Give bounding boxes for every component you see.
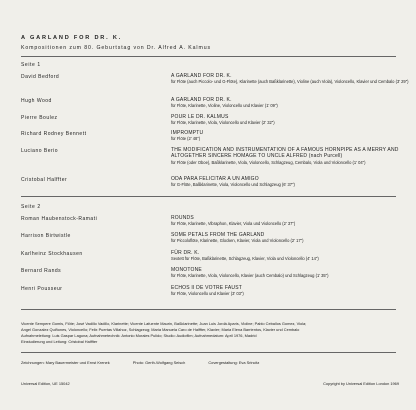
work-title: ODA PARA FELICITAR A UN AMIGO: [171, 176, 259, 182]
performer-credits: [21, 321, 399, 345]
work-entry: [171, 176, 403, 188]
work-entry: [171, 130, 403, 142]
work-title: FÜR DR. K.: [171, 250, 200, 256]
work-entry: [171, 73, 409, 85]
work-instrumentation: für Flöte, Violoncello und Klavier (3' 03"): [171, 291, 244, 297]
work-title: POUR LE DR. KALMUS: [171, 114, 229, 120]
work-instrumentation: für Flöte, Klarinette, Viola, Violoncello und Klavier (2' 32"): [171, 120, 275, 126]
album-subtitle: Kompositionen zum 80. Geburtstag von Dr. Alfred A. Kalmus: [21, 45, 211, 51]
composer-name: Henri Pousseur: [21, 286, 63, 292]
credit-line: Vicente Sempere Gomis, Flöte; José Vadillo Vadillo, Klarinette; Vicente Lafuente Maurin, Baßklarinette; Juan Luis Jordá Aparis, Violine; Pablo Ceballos Gomez, Viola;: [21, 321, 307, 326]
album-title: A GARLAND FOR DR. K.: [21, 35, 123, 41]
work-entry: [171, 114, 403, 126]
composer-name: Pierre Boulez: [21, 115, 58, 121]
work-instrumentation: für Flöte (2' 48"): [171, 136, 201, 142]
copyright-notice: Copyright by Universal Edition London 1969: [323, 381, 399, 386]
work-title: IMPROMPTU: [171, 130, 204, 136]
cover-design-credit: Covergestaltung: Eva Srincitz: [208, 360, 260, 365]
side-2-label: Seite 2: [21, 204, 41, 210]
work-instrumentation: für Flöte, Klarinette, Viola, Violoncello, Klavier (auch Cembalo) und Schlagzeug (1' 35"): [171, 273, 329, 279]
composer-name: Cristobal Halffter: [21, 177, 68, 183]
divider: [21, 352, 396, 353]
work-entry: [171, 267, 403, 279]
work-instrumentation: für Flöte, Klarinette, Vibraphon, Klavier, Viola und Violoncello (2' 37"): [171, 221, 296, 227]
divider: [21, 309, 396, 310]
work-entry: [171, 285, 403, 297]
work-title: A GARLAND FOR DR. K.: [171, 73, 232, 79]
credit-line: Einstudierung und Leitung: Cristobal Halffter: [21, 339, 98, 345]
work-instrumentation: für Piccoloflöte, Klarinette, Glocken, Klavier, Viola und Violoncello (2' 17"): [171, 238, 304, 244]
work-entry: [171, 97, 403, 109]
photo-credit: Photo: Gerth-Wolfgang Seisch: [132, 360, 186, 365]
work-title: ECHOS II DE VOTRE FAUST: [171, 285, 242, 291]
composer-name: Luciano Berio: [21, 148, 59, 154]
work-instrumentation: für G-Flöte, Baßklarinette, Viola, Violoncello und Schlagzeug (6' 37"): [171, 182, 295, 188]
work-title: THE MODIFICATION AND INSTRUMENTATION OF A FAMOUS HORNPIPE AS A MERRY AND ALTOGETHER SINCERE HOMAGE TO UNCLE ALFRED (nach Purcell): [171, 147, 399, 160]
composer-name: David Bedford: [21, 74, 60, 80]
composer-name: Richard Rodney Bennett: [21, 131, 87, 137]
composer-name: Bernard Rands: [21, 268, 62, 274]
work-instrumentation: für Flöte (oder Oboe), Baßklarinette, Viola, Violoncello, Schlagzeug, Cembalo, Viola und Violoncello (1' 04"): [171, 159, 366, 165]
side-1-label: Seite 1: [21, 62, 41, 68]
work-instrumentation: für Flöte, Klarinette, Violine, Violoncello und Klavier (1' 09"): [171, 103, 278, 109]
work-entry: [171, 215, 403, 227]
credit-line: Aufnahmeleitung: Luis Gaspar Laguna; Aufnahmetechnik: Antonio Morales Pulido; Studio: Audiofilm; Aufnahmedatum: April 1976, Madrid: [21, 333, 257, 339]
composer-name: Roman Haubenstock-Ramati: [21, 216, 98, 222]
work-title: SOME PETALS FROM THE GARLAND: [171, 232, 265, 238]
work-instrumentation: Sextett für Flöte, Baßklarinette, Schlagzeug, Klavier, Viola und Violoncello (4' 14"): [171, 256, 319, 262]
composer-name: Hugh Wood: [21, 98, 52, 104]
work-entry: [171, 147, 403, 165]
divider: [21, 56, 396, 57]
work-title: A GARLAND FOR DR. K.: [171, 97, 232, 103]
work-title: ROUNDS: [171, 215, 194, 221]
composer-name: Karlheinz Stockhausen: [21, 251, 83, 257]
work-entry: [171, 232, 403, 244]
edition-number: Universal Edition, UE 15042: [21, 381, 70, 386]
work-entry: [171, 250, 403, 262]
design-credits: [21, 360, 399, 365]
divider: [21, 196, 396, 197]
work-instrumentation: für Flöte (auch Piccolo- und G-Flöte), Klarinette (auch Baßklarinette), Violine (auch Viola), Violoncello, Klavier und Cembalo (3' 29"): [171, 79, 409, 85]
publisher-line: [21, 381, 399, 386]
drawings-credit: Zeichnungen: Mary Bauermeister und Ernst Krenek: [21, 360, 110, 365]
composer-name: Harrison Birtwistle: [21, 233, 71, 239]
work-title: MONOTONE: [171, 267, 202, 273]
credit-line: Angel Gonzalez Quiñones, Violoncello; Felix Puertas Villahoz, Schlagzeug; Maria Manuela Caro de Halffter, Klavier; Maria Elena Barrientos, Klavier und Cembalo: [21, 327, 300, 333]
